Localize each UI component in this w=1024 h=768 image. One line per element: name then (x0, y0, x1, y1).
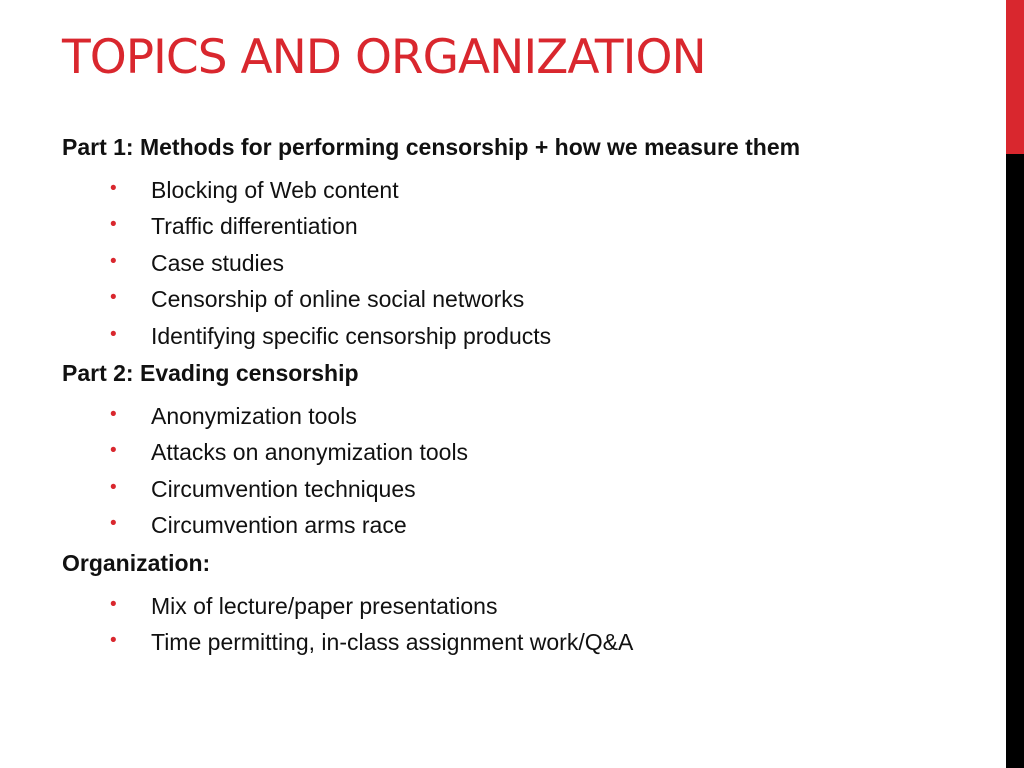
bullet-text: Identifying specific censorship products (151, 322, 552, 349)
bullet-marker: • (110, 178, 117, 199)
bullet-marker: • (110, 440, 117, 462)
bullet-list (62, 175, 982, 357)
section-heading: Part 2: Evading censorship (62, 359, 359, 386)
bullet-marker: • (110, 513, 117, 535)
bullet-text: Time permitting, in-class assignment work/Q&A (151, 628, 634, 655)
bullet-item (62, 474, 982, 510)
bullet-text: Blocking of Web content (151, 177, 399, 203)
bullet-text: Mix of lecture/paper presentations (151, 592, 498, 619)
bullet-text: Censorship of online social networks (151, 286, 525, 313)
bullet-text: Traffic differentiation (151, 213, 358, 240)
bullet-item (62, 211, 982, 247)
slide-title: TOPICS AND ORGANIZATION (62, 30, 706, 85)
bullet-list (62, 591, 982, 664)
bullet-text: Circumvention techniques (151, 475, 416, 502)
bullet-marker: • (110, 287, 117, 309)
bullet-marker: • (110, 214, 117, 236)
bullet-item (62, 321, 982, 357)
bullet-item (62, 591, 982, 627)
bullet-marker: • (110, 629, 117, 651)
section-heading: Part 1: Methods for performing censorship + how we measure them (62, 134, 801, 160)
side-accent-bar (1006, 0, 1024, 768)
bullet-item (62, 510, 982, 546)
slide-content (62, 131, 982, 663)
bullet-item (62, 627, 982, 663)
bullet-marker: • (110, 476, 117, 498)
bullet-text: Case studies (151, 249, 284, 276)
bullet-item (62, 401, 982, 437)
bullet-marker: • (110, 403, 117, 425)
side-accent-black (1006, 154, 1024, 768)
bullet-item (62, 284, 982, 320)
side-accent-red (1006, 0, 1024, 154)
bullet-marker: • (110, 593, 117, 615)
section-heading: Organization: (62, 549, 211, 576)
bullet-marker: • (110, 250, 117, 272)
bullet-marker: • (110, 323, 117, 345)
bullet-text: Attacks on anonymization tools (151, 439, 469, 466)
bullet-list (62, 401, 982, 547)
bullet-item (62, 175, 982, 211)
bullet-text: Anonymization tools (151, 402, 357, 429)
bullet-text: Circumvention arms race (151, 512, 407, 539)
bullet-item (62, 248, 982, 284)
bullet-item (62, 437, 982, 473)
